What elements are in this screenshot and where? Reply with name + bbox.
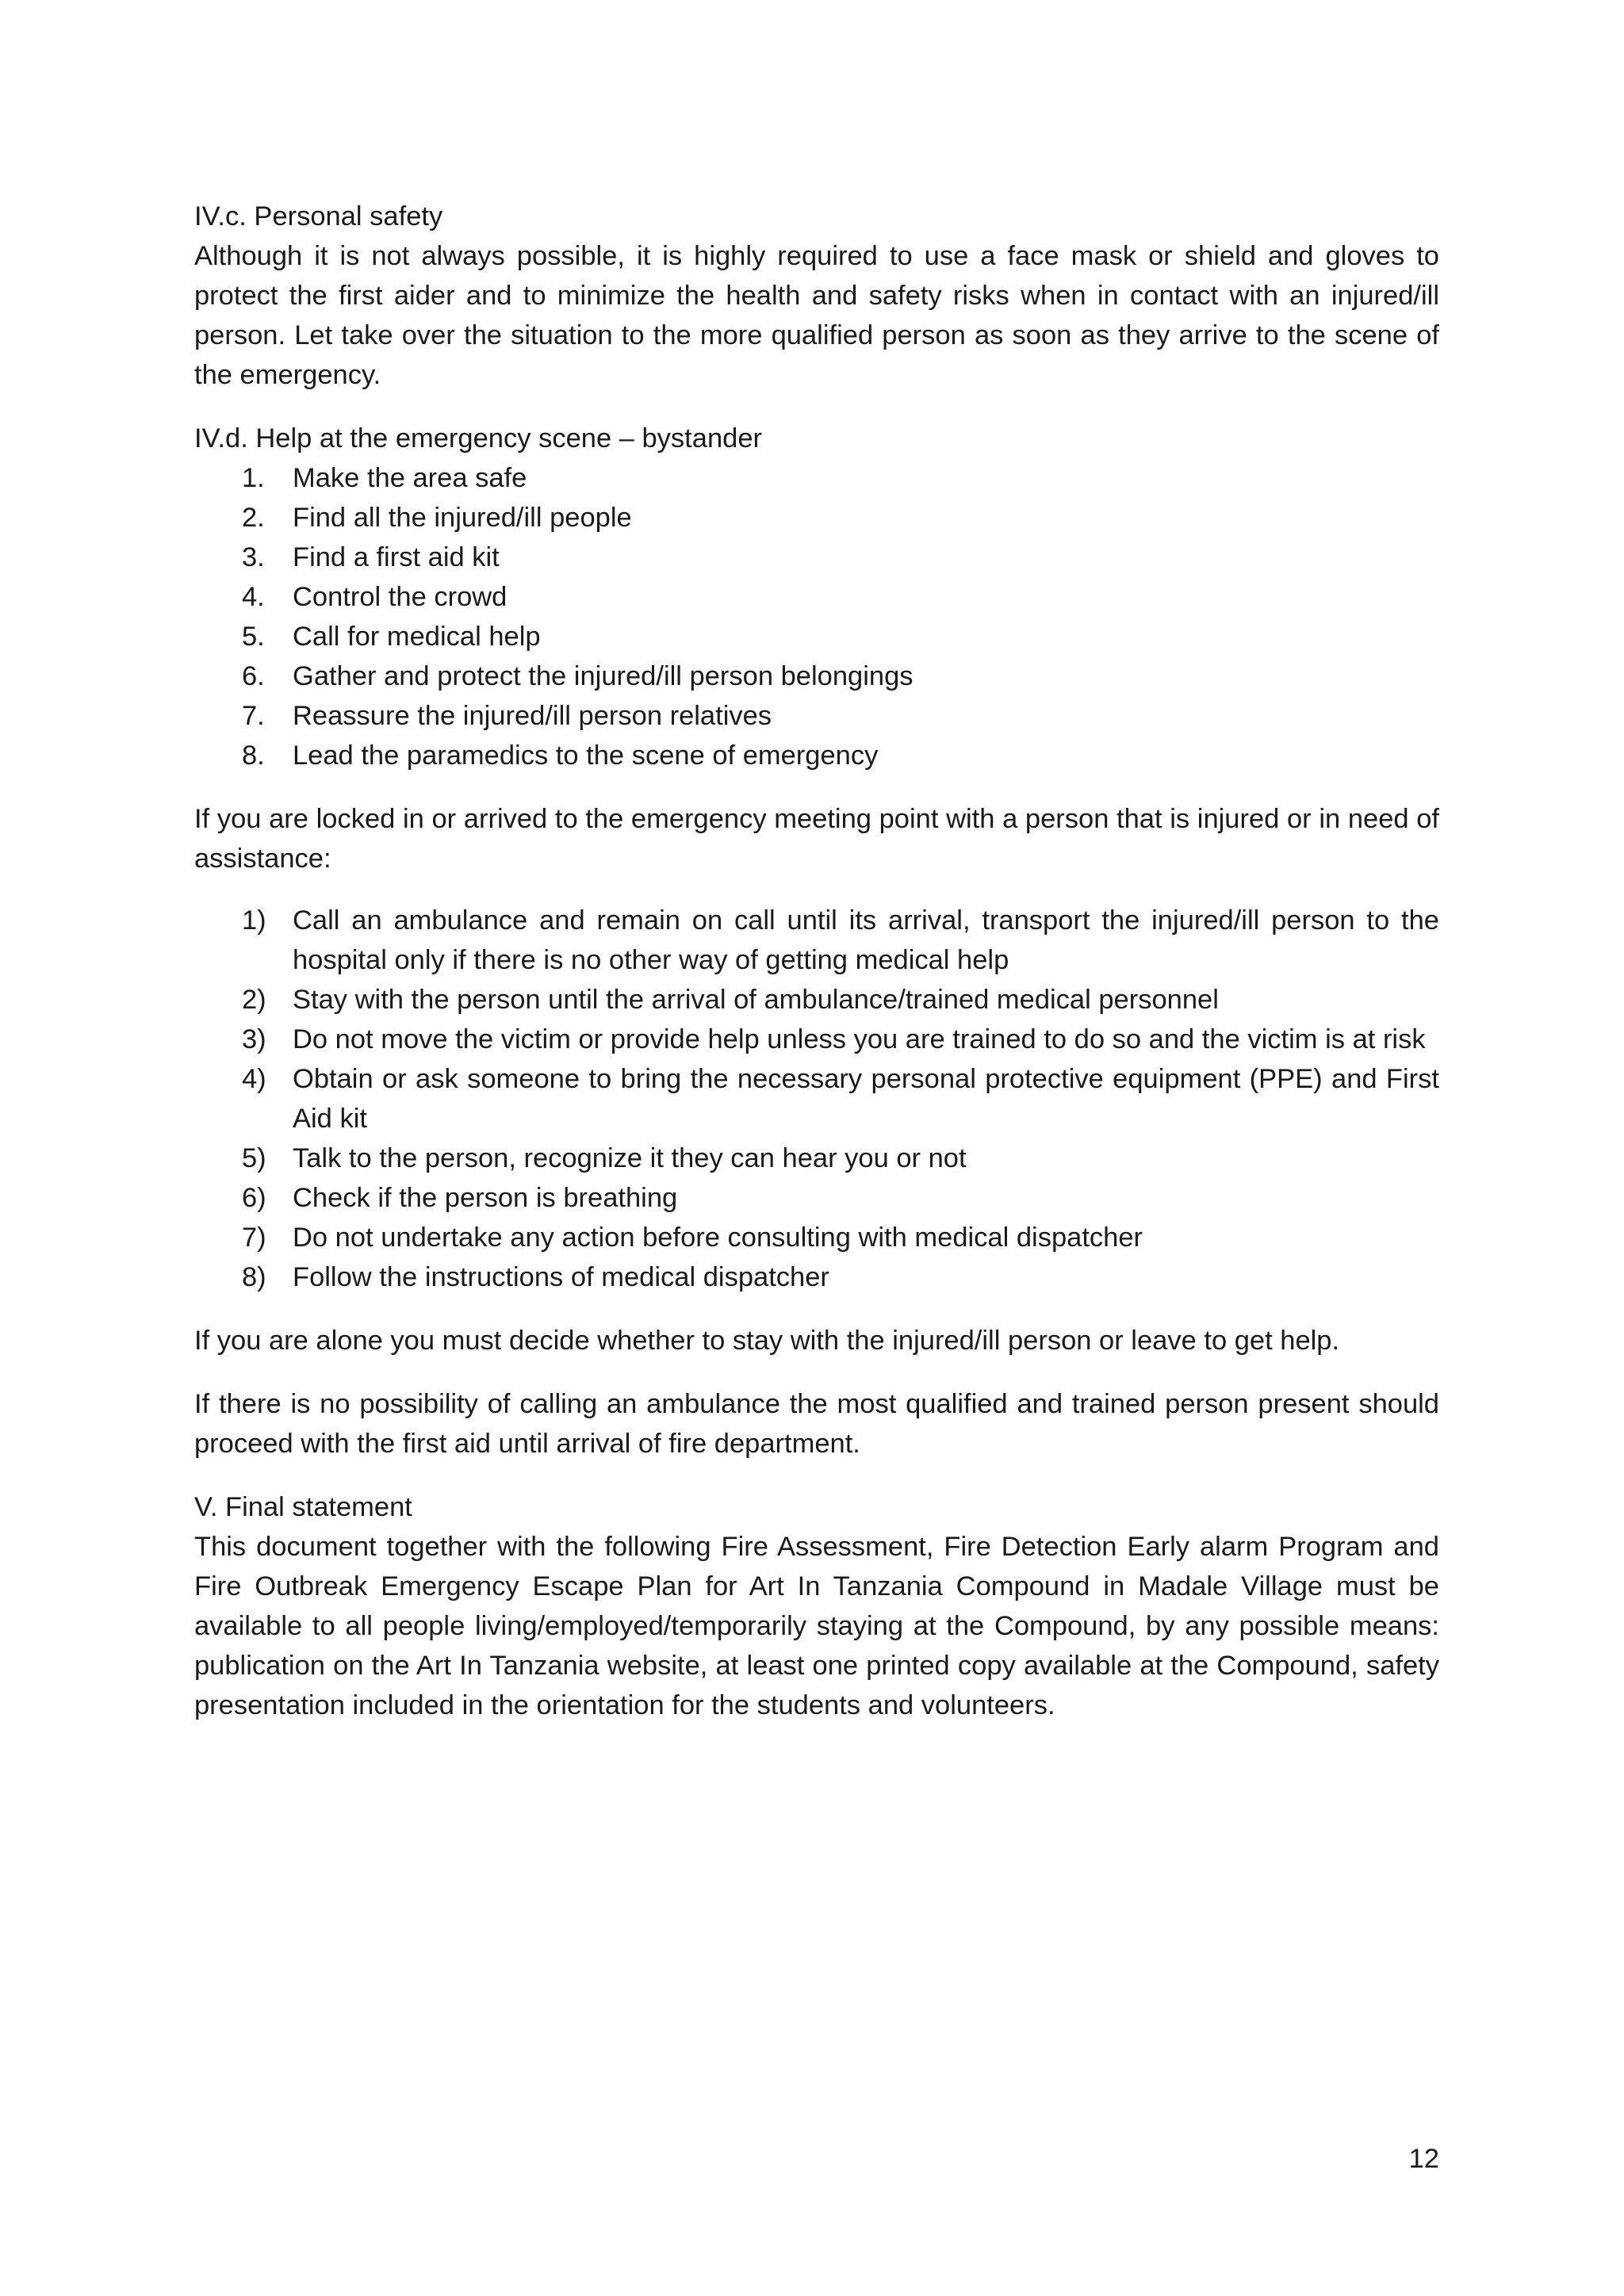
- document-page: [194, 197, 1439, 1725]
- final-statement-heading: V. Final statement: [194, 1492, 412, 1522]
- list-item: [194, 1218, 1439, 1257]
- list-item-text: Call for medical help: [293, 622, 541, 652]
- list-item-number: 5): [242, 1143, 266, 1173]
- list-item-number: 8): [242, 1262, 266, 1292]
- list-item-number: 7.: [242, 701, 265, 731]
- list-item-number: 7): [242, 1223, 266, 1253]
- list-item-text: Follow the instructions of medical dispatcher: [293, 1262, 829, 1292]
- list-item: [194, 498, 1439, 538]
- list-item-text: Lead the paramedics to the scene of emergency: [293, 740, 879, 771]
- list-item-number: 6.: [242, 661, 265, 691]
- meeting-point-list: [194, 901, 1439, 1297]
- list-item-number: 2.: [242, 503, 265, 533]
- list-item: [194, 656, 1439, 696]
- bystander-heading: IV.d. Help at the emergency scene – bystander: [194, 423, 762, 453]
- list-item: [194, 617, 1439, 656]
- list-item: [194, 1178, 1439, 1218]
- list-item-text: Make the area safe: [293, 463, 527, 493]
- list-item-text: Talk to the person, recognize it they can hear you or not: [293, 1143, 967, 1173]
- alone-paragraph: If you are alone you must decide whether to stay with the injured/ill person or leave to get help.: [194, 1326, 1340, 1356]
- list-item: [194, 1020, 1439, 1059]
- list-item: [194, 736, 1439, 775]
- list-item-number: 3.: [242, 542, 265, 572]
- list-item-number: 6): [242, 1183, 266, 1213]
- personal-safety-heading: IV.c. Personal safety: [194, 201, 443, 232]
- list-item-number: 4): [242, 1064, 266, 1094]
- list-item-text: Control the crowd: [293, 582, 508, 612]
- list-item-text: Call an ambulance and remain on call until its arrival, transport the injured/ill person to the hospital only if there is no other way of getting medical help: [293, 905, 1439, 975]
- list-item-text: Find all the injured/ill people: [293, 503, 632, 533]
- page-number: 12: [1408, 2144, 1439, 2174]
- list-item-number: 5.: [242, 622, 265, 652]
- bystander-section: [194, 419, 1439, 775]
- meeting-point-section: [194, 799, 1439, 1464]
- list-item: [194, 577, 1439, 617]
- list-item-text: Check if the person is breathing: [293, 1183, 678, 1213]
- list-item-text: Reassure the injured/ill person relatives: [293, 701, 772, 731]
- list-item: [194, 696, 1439, 736]
- list-item: [194, 1257, 1439, 1297]
- personal-safety-body: Although it is not always possible, it is highly required to use a face mask or shield and gloves to protect the first aider and to minimize the health and safety risks when in contact with an injured/ill person. Let take over the situation to the more qualified person as soon as they arrive to the scene of the emergency.: [194, 241, 1439, 390]
- list-item-text: Gather and protect the injured/ill person belongings: [293, 661, 914, 691]
- list-item: [194, 1138, 1439, 1178]
- personal-safety-section: [194, 197, 1439, 395]
- list-item-text: Find a first aid kit: [293, 542, 500, 572]
- no-ambulance-paragraph: If there is no possibility of calling an ambulance the most qualified and trained person present should proceed with the first aid until arrival of fire department.: [194, 1389, 1439, 1459]
- bystander-list: [194, 458, 1439, 775]
- list-item: [194, 538, 1439, 577]
- list-item: [194, 980, 1439, 1020]
- list-item-number: 1): [242, 905, 266, 936]
- list-item-text: Do not move the victim or provide help unless you are trained to do so and the victim is at risk: [293, 1024, 1426, 1054]
- meeting-point-intro: If you are locked in or arrived to the emergency meeting point with a person that is injured or in need of assistance:: [194, 804, 1439, 874]
- list-item-number: 1.: [242, 463, 265, 493]
- final-statement-body: This document together with the following Fire Assessment, Fire Detection Early alarm Program and Fire Outbreak Emergency Escape Plan for Art In Tanzania Compound in Madale Village must be available to all people living/employed/temporarily staying at the Compound, by any possible means: publication on the Art In Tanzania website, at least one printed copy available at the Compound, safety presentation included in the orientation for the students and volunteers.: [194, 1532, 1439, 1720]
- list-item: [194, 1059, 1439, 1138]
- list-item-number: 4.: [242, 582, 265, 612]
- list-item-number: 3): [242, 1024, 266, 1054]
- list-item-text: Stay with the person until the arrival of ambulance/trained medical personnel: [293, 985, 1219, 1015]
- list-item: [194, 901, 1439, 980]
- list-item-number: 8.: [242, 740, 265, 771]
- list-item: [194, 458, 1439, 498]
- final-statement-section: [194, 1487, 1439, 1725]
- list-item-text: Do not undertake any action before consulting with medical dispatcher: [293, 1223, 1143, 1253]
- list-item-text: Obtain or ask someone to bring the necessary personal protective equipment (PPE) and First Aid kit: [293, 1064, 1439, 1134]
- list-item-number: 2): [242, 985, 266, 1015]
